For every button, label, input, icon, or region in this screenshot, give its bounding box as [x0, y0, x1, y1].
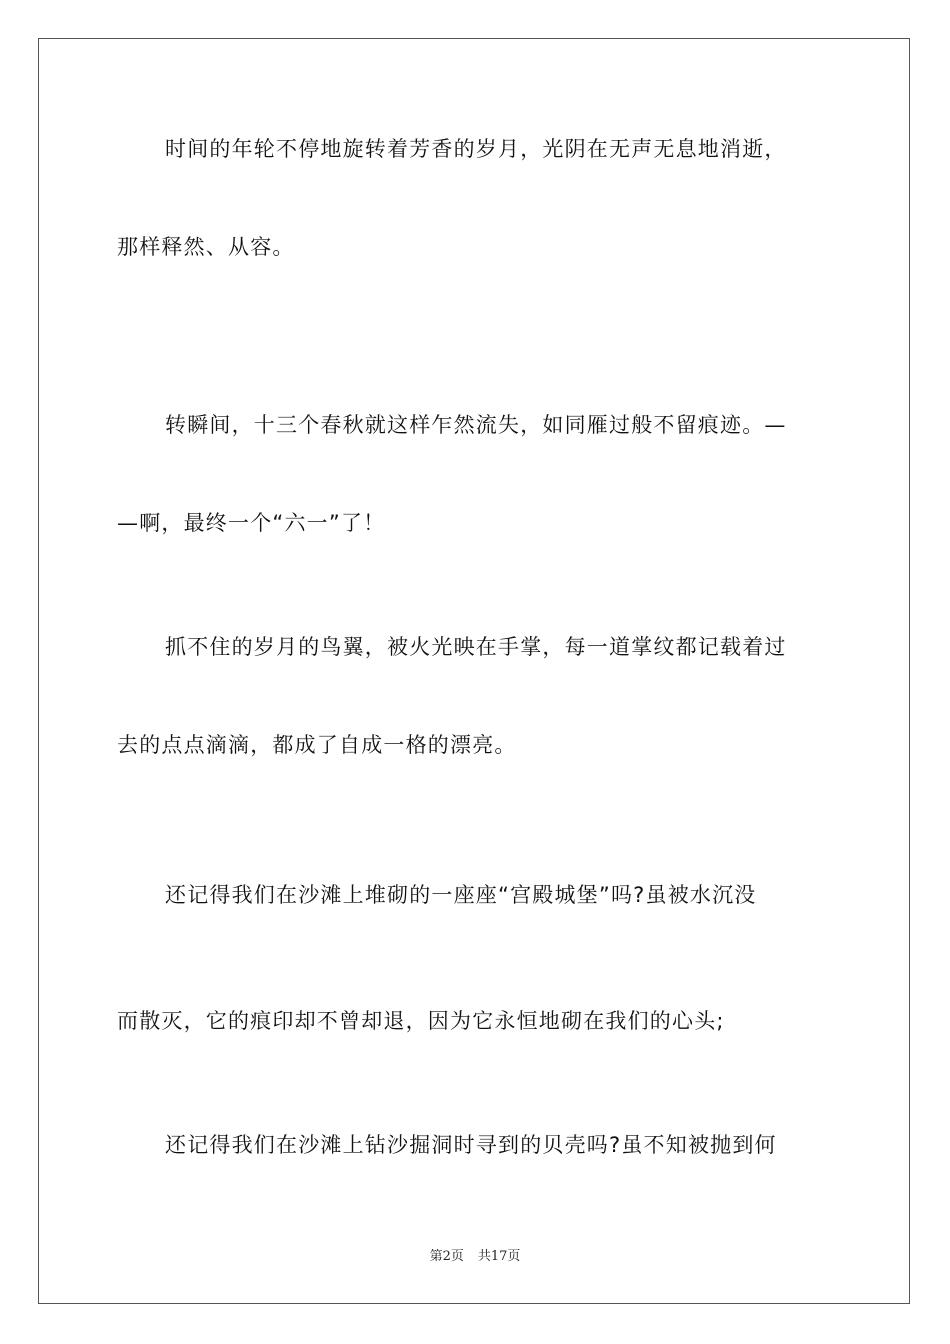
paragraph-3-line-1: 抓不住的岁月的鸟翼，被火光映在手掌，每一道掌纹都记载着过 — [165, 635, 787, 659]
paragraph-2-line-1: 转瞬间，十三个春秋就这样乍然流失，如同雁过般不留痕迹。— — [165, 413, 787, 437]
paragraph-4-line-2: 而散灭，它的痕印却不曾却退，因为它永恒地砌在我们的心头; — [117, 1009, 725, 1033]
paragraph-4-line-1: 还记得我们在沙滩上堆砌的一座座“宫殿城堡”吗?虽被水沉没 — [165, 883, 757, 907]
page-number: 第2页 — [429, 1249, 464, 1264]
page-footer — [0, 1248, 950, 1266]
paragraph-5-line-1: 还记得我们在沙滩上钻沙掘洞时寻到的贝壳吗?虽不知被抛到何 — [165, 1133, 777, 1157]
paragraph-1-line-2: 那样释然、从容。 — [117, 235, 295, 259]
paragraph-2-line-2: —啊，最终一个“六一”了！ — [117, 511, 386, 535]
page-border — [38, 38, 910, 1304]
paragraph-3-line-2: 去的点点滴滴，都成了自成一格的漂亮。 — [117, 733, 517, 757]
page-total: 共17页 — [477, 1249, 521, 1264]
paragraph-1-line-1: 时间的年轮不停地旋转着芳香的岁月，光阴在无声无息地消逝， — [165, 137, 787, 161]
